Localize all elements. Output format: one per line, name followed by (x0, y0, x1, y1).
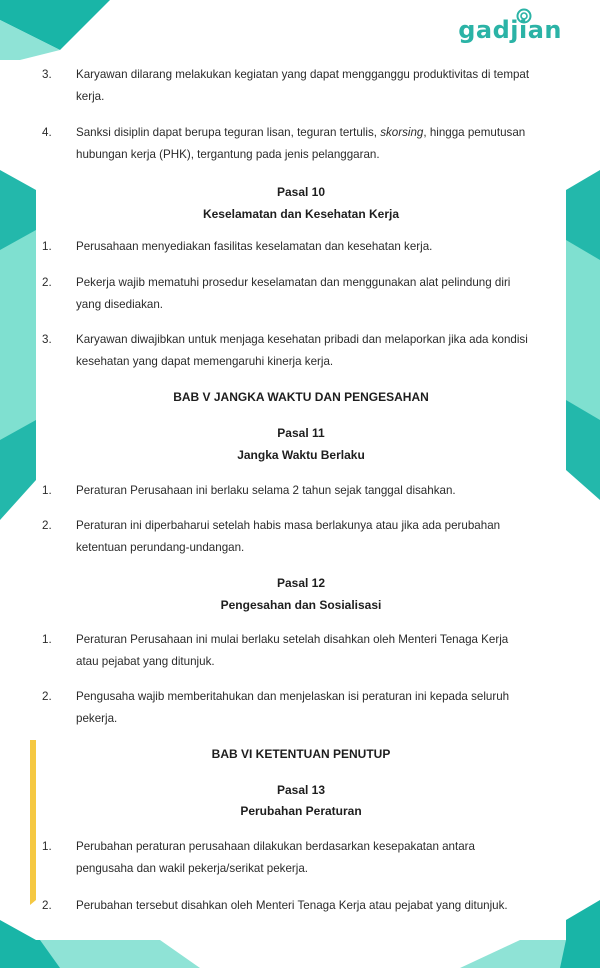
left-light-band (0, 230, 36, 440)
item-text-line: Karyawan diwajibkan untuk menjaga kesehatan pribadi dan melaporkan jika ada kondisi (76, 333, 528, 346)
item-text-line: yang disediakan. (76, 298, 164, 311)
item-number: 1. (42, 840, 52, 853)
item-text-line: Karyawan dilarang melakukan kegiatan yang dapat mengganggu produktivitas di tempat (76, 68, 530, 81)
section-title: Pasal 10 (276, 185, 326, 199)
section-title: Pasal 11 (277, 426, 325, 440)
item-number: 2. (42, 899, 52, 912)
section-subtitle: Perubahan Peraturan (240, 804, 362, 818)
item-text-line: pengusaha dan wakil pekerja/serikat pekerja. (76, 862, 309, 875)
item-text-line: Peraturan Perusahaan ini berlaku selama 2 tahun sejak tanggal disahkan. (76, 484, 456, 497)
item-text-line: Peraturan Perusahaan ini mulai berlaku setelah disahkan oleh Menteri Tenaga Kerja (76, 633, 509, 646)
item-number: 3. (42, 68, 52, 81)
item-text-line: Peraturan ini diperbaharui setelah habis masa berlakunya atau jika ada perubahan (76, 519, 501, 532)
item-number: 1. (42, 484, 52, 497)
item-number: 2. (42, 519, 52, 532)
item-text-line: kerja. (76, 90, 105, 103)
item-number: 3. (42, 333, 52, 346)
item-text-line: pekerja. (76, 712, 118, 725)
bottom-left-light-shape (40, 940, 200, 968)
section-title: Pasal 13 (276, 783, 326, 797)
item-text-line: atau pejabat yang ditunjuk. (76, 655, 215, 668)
item-text-line: Sanksi disiplin dapat berupa teguran lisan, teguran tertulis, skorsing, hingga pemutusan (76, 126, 526, 139)
item-text-line: Pekerja wajib mematuhi prosedur keselamatan dan menggunakan alat pelindung diri (76, 276, 511, 289)
right-light-band (566, 240, 600, 420)
item-text-line: Pengusaha wajib memberitahukan dan menjelaskan isi peraturan ini kepada seluruh (76, 690, 510, 703)
item-text-line: hubungan kerja (PHK), tergantung pada jenis pelanggaran. (76, 148, 380, 161)
logo-text: gadjian (458, 16, 562, 44)
item-number: 1. (42, 240, 52, 253)
item-text-line: Perubahan tersebut disahkan oleh Menteri Tenaga Kerja atau pejabat yang ditunjuk. (76, 899, 508, 912)
brand-logo (458, 12, 562, 48)
document-page (36, 56, 566, 940)
item-text-line: ketentuan perundang-undangan. (76, 541, 245, 554)
item-text-line: Perubahan peraturan perusahaan dilakukan berdasarkan kesepakatan antara (76, 840, 475, 853)
item-text-line: kesehatan yang dapat memengaruhi kinerja kerja. (76, 355, 334, 368)
section-subtitle: Jangka Waktu Berlaku (237, 448, 365, 462)
logo-swirl-icon (516, 8, 532, 24)
section-title: Pasal 12 (276, 576, 326, 590)
section-subtitle: Pengesahan dan Sosialisasi (220, 598, 382, 612)
chapter-title: BAB VI KETENTUAN PENUTUP (211, 747, 391, 761)
item-number: 2. (42, 690, 52, 703)
item-number: 2. (42, 276, 52, 289)
item-number: 1. (42, 633, 52, 646)
section-subtitle: Keselamatan dan Kesehatan Kerja (202, 207, 400, 221)
chapter-title: BAB V JANGKA WAKTU DAN PENGESAHAN (173, 390, 429, 404)
emphasis-text: skorsing (380, 126, 424, 139)
bottom-right-light-shape (460, 940, 566, 968)
item-text-line: Perusahaan menyediakan fasilitas keselamatan dan kesehatan kerja. (76, 240, 433, 253)
item-number: 4. (42, 126, 52, 139)
